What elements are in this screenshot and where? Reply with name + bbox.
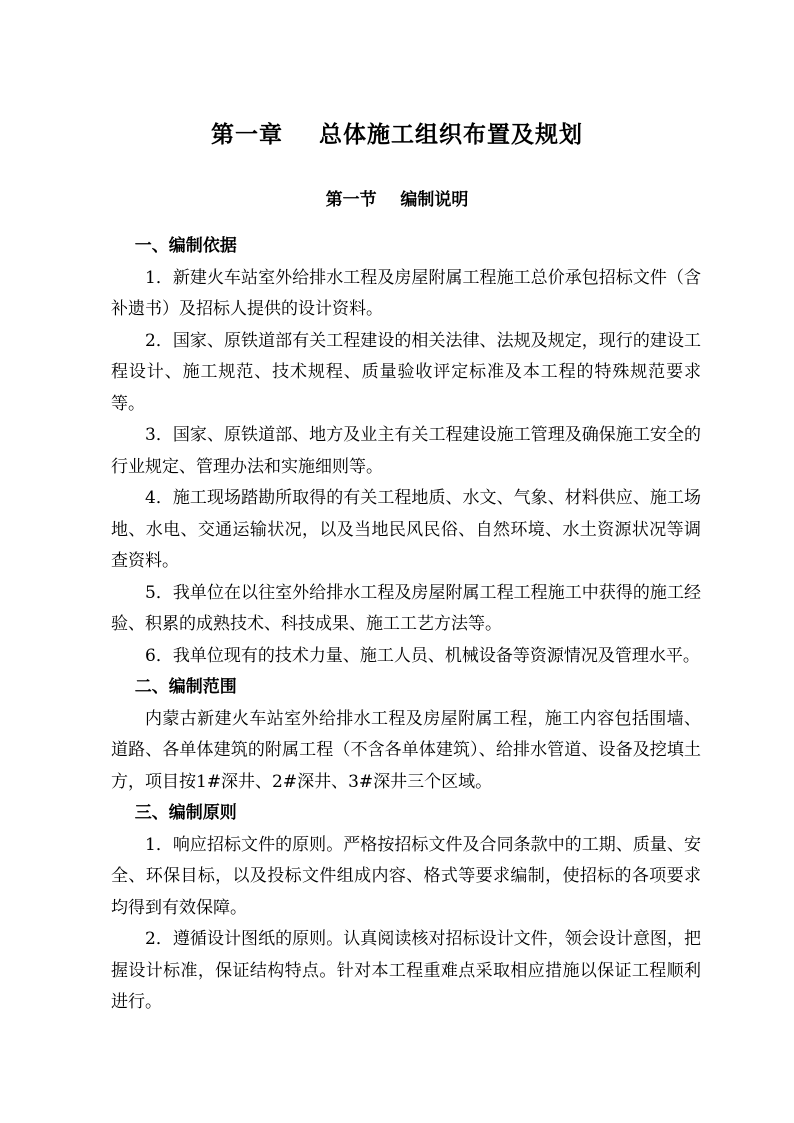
heading-principles: 三、编制原则 <box>134 803 237 823</box>
scope-paragraph: 内蒙古新建火车站室外给排水工程及房屋附属工程，施工内容包括围墙、道路、各单体建筑的附属工程（不含各单体建筑）、给排水管道、设备及挖填土方，项目按1#深井、2#深井、3#深井三个区域。 <box>111 708 701 792</box>
section-title: 第一节 编制说明 <box>325 190 469 210</box>
heading-basis: 一、编制依据 <box>134 236 237 256</box>
basis-item: 3．国家、原铁道部、地方及业主有关工程建设施工管理及确保施工安全的行业规定、管理办法和实施细则等。 <box>111 425 701 477</box>
heading-scope: 二、编制范围 <box>134 677 237 697</box>
chapter-title: 第一章 总体施工组织布置及规划 <box>210 121 584 148</box>
principle-item: 2．遵循设计图纸的原则。认真阅读核对招标设计文件，领会设计意图，把握设计标准，保证结构特点。针对本工程重难点采取相应措施以保证工程顺利进行。 <box>111 929 701 1012</box>
basis-item: 1．新建火车站室外给排水工程及房屋附属工程施工总价承包招标文件（含补遗书）及招标人提供的设计资料。 <box>111 267 701 319</box>
principle-item: 1．响应招标文件的原则。严格按招标文件及合同条款中的工期、质量、安全、环保目标，以及投标文件组成内容、格式等要求编制，使招标的各项要求均得到有效保障。 <box>111 834 701 918</box>
basis-item: 4．施工现场踏勘所取得的有关工程地质、水文、气象、材料供应、施工场地、水电、交通运输状况，以及当地民风民俗、自然环境、水土资源状况等调查资料。 <box>111 488 701 571</box>
basis-item: 6．我单位现有的技术力量、施工人员、机械设备等资源情况及管理水平。 <box>145 645 700 666</box>
basis-item: 2．国家、原铁道部有关工程建设的相关法律、法规及规定，现行的建设工程设计、施工规范、技术规程、质量验收评定标准及本工程的特殊规范要求等。 <box>111 330 701 414</box>
basis-item: 5．我单位在以往室外给排水工程及房屋附属工程工程施工中获得的施工经验、积累的成熟技术、科技成果、施工工艺方法等。 <box>111 582 701 634</box>
document-body <box>111 231 701 1019</box>
